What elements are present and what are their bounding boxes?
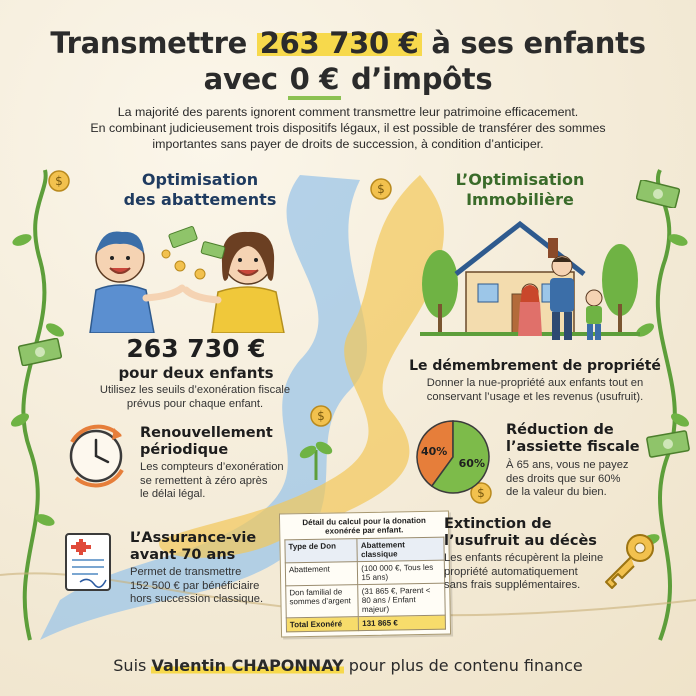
pie-slice-label: 60%: [458, 457, 486, 471]
pie-chart: [412, 416, 494, 498]
footer-credit: Suis Valentin CHAPONNAY pour plus de contenu finance: [113, 656, 583, 675]
svg-text:$: $: [477, 486, 485, 500]
section-title-immobiliere: L’Optimisation Immobilière: [455, 170, 585, 209]
table-cell: (31 865 €, Parent < 80 ans / Enfant majeur): [358, 583, 445, 617]
reduction-title: Réduction de l’assiette fiscale: [506, 422, 640, 455]
intro-line: La majorité des parents ignorent comment transmettre leur patrimoine efficacement.: [117, 105, 579, 119]
title-text: d’impôts: [341, 62, 493, 96]
sprout-icon: [296, 430, 336, 480]
demembrement-description: Donner la nue-propriété aux enfants tout en conservant l’usage et les revenus (usufruit).: [426, 377, 644, 403]
svg-text:$: $: [317, 409, 325, 423]
title-text: Transmettre: [50, 26, 257, 60]
family-icon: [510, 246, 620, 342]
page-title-line2: [0, 62, 696, 96]
svg-text:$: $: [55, 174, 63, 188]
table-header-row: [285, 537, 444, 563]
clock-icon: [62, 422, 130, 490]
calculation-table: [284, 537, 446, 633]
pie-slice-label: 40%: [420, 444, 448, 458]
contract-icon: [58, 528, 120, 598]
table-cell: 131 865 €: [359, 615, 446, 631]
author-name[interactable]: Valentin CHAPONNAY: [151, 656, 344, 675]
key-icon: [598, 528, 662, 592]
banknote-icon: [646, 430, 690, 458]
children-icon: [62, 218, 302, 333]
intro-line: En combinant judicieusement trois dispositifs légaux, il est possible de transférer des sommes: [90, 121, 606, 135]
table-caption: Détail du calcul pour la donation exonérée par enfant.: [302, 515, 426, 536]
table-cell: (100 000 €, Tous les 15 ans): [358, 560, 445, 585]
amount-subtitle: pour deux enfants: [118, 364, 274, 382]
table-header: Abattement classique: [357, 537, 444, 562]
title-text: avec: [203, 62, 288, 96]
table-row: [285, 560, 444, 586]
table-total-row: [286, 615, 445, 632]
intro-paragraph: [40, 104, 656, 152]
svg-text:$: $: [377, 182, 385, 196]
table-row: [286, 583, 446, 618]
table-cell: Total Exonéré: [286, 617, 359, 632]
title-amount: 263 730 €: [257, 26, 422, 60]
page-title-line1: [0, 26, 696, 60]
coin-icon: [48, 170, 70, 192]
title-zero-amount: 0 €: [288, 62, 342, 100]
table-header: Type de Don: [285, 539, 358, 563]
life-insurance-title: L’Assurance-vie avant 70 ans: [130, 530, 257, 563]
calculation-table-card: [279, 511, 451, 638]
table-cell: Don familial de sommes d’argent: [286, 585, 359, 618]
extinction-title: Extinction de l’usufruit au décès: [444, 516, 597, 549]
reduction-description: À 65 ans, vous ne payez des droits que sur 60% de la valeur du bien.: [506, 459, 629, 498]
intro-line: importantes sans payer de droits de succession, à condition d’anticiper.: [152, 137, 544, 151]
table-cell: Abattement: [285, 562, 358, 586]
amount-description: Utilisez les seuils d’exonération fiscale prévus pour chaque enfant.: [99, 384, 291, 410]
amount-figure: 263 730 €: [126, 334, 266, 363]
banknote-icon: [18, 338, 62, 366]
title-text: à ses enfants: [421, 26, 646, 60]
section-title-abattements: Optimisation des abattements: [123, 170, 277, 209]
extinction-description: Les enfants récupèrent la pleine propriété automatiquement sans frais supplémentaires.: [444, 552, 604, 591]
banknote-icon: [636, 180, 680, 208]
coin-icon: [370, 178, 392, 200]
life-insurance-description: Permet de transmettre 152 500 € par bénéficiaire hors succession classique.: [130, 566, 264, 605]
renew-title: Renouvellement périodique: [140, 425, 273, 458]
renew-description: Les compteurs d’exonération se remettent à zéro après le délai légal.: [140, 461, 284, 500]
demembrement-title: Le démembrement de propriété: [409, 358, 661, 374]
